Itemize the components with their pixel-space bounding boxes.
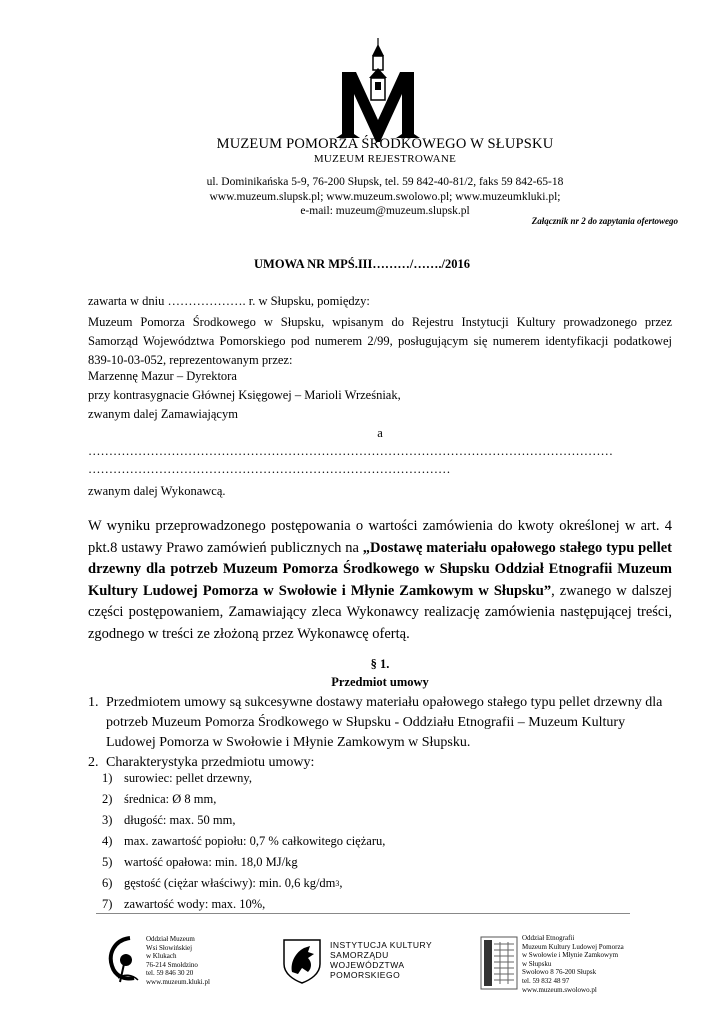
spec-number: 7) xyxy=(102,897,113,911)
section-number: § 1. xyxy=(370,657,390,671)
intro-text-start: W wyniku przeprowadzonego postępowania o wartości zamówienia do kwoty określonej w art. 4 pkt.8 ustawy Prawo zamówień publicznych na xyxy=(88,518,672,556)
footer-divider xyxy=(96,913,630,914)
spec-text: zawartość wody: max. 10%, xyxy=(124,897,266,911)
footer-line: SAMORZĄDU xyxy=(330,950,389,960)
intro-subject-bold: „Dostawę materiału opałowego stałego typu pellet drzewny dla potrzeb Muzeum Pomorza Środkowego w Słupsku Oddział Etnografii Muzeum Kultury Ludowej Pomorza w Swołowie i Młynie Zamkowym w Słupsku” xyxy=(88,539,673,599)
spec-number: 5) xyxy=(102,855,113,869)
party-two-called: zwanym dalej Wykonawcą. xyxy=(88,484,226,498)
footer-line: w Swołowie i Młynie Zamkowym xyxy=(522,951,619,960)
footer-line: tel. 59 832 48 97 xyxy=(522,976,570,985)
list-item-text: Charakterystyka przedmiotu umowy: xyxy=(106,755,315,770)
footer-line: Swołowo 8 76-200 Słupsk xyxy=(522,968,597,977)
contract-title: UMOWA NR MPŚ.III………/……./2016 xyxy=(254,257,470,271)
party-one-description: Muzeum Pomorza Środkowego w Słupsku, wpisanym do Rejestru Instytucji Kultury prowadzonego przez Samorząd Województwa Pomorskiego pod numerem 2/99, posługującym się numerem identyfikacji podatkowej 839-10-03-052, reprezentowanym przez: xyxy=(88,315,672,367)
contractor-placeholder-line-1: ……………………………………………………………………………………………………………… xyxy=(88,444,613,458)
spec-item xyxy=(102,810,385,831)
party-one-called: zwanym dalej Zamawiającym xyxy=(88,407,238,421)
spec-list xyxy=(102,768,385,915)
footer-line: 76-214 Smołdzino xyxy=(146,960,198,969)
list-item-number: 2. xyxy=(88,755,99,770)
footer-line: www.muzeum.swolowo.pl xyxy=(522,985,597,994)
spec-number: 1) xyxy=(102,771,113,785)
swolowo-branch-logo-icon xyxy=(480,936,518,990)
spec-item xyxy=(102,831,385,852)
list-item-number: 1. xyxy=(88,695,99,710)
footer-line: w Klukach xyxy=(146,952,177,961)
list-item xyxy=(88,693,678,753)
footer-line: Muzeum Kultury Ludowej Pomorza xyxy=(522,942,624,951)
spec-text: średnica: Ø 8 mm, xyxy=(124,792,217,806)
spec-number: 4) xyxy=(102,834,113,848)
spec-text: długość: max. 50 mm, xyxy=(124,813,236,827)
footer-kluki-info xyxy=(146,935,210,987)
spec-text: wartość opałowa: min. 18,0 MJ/kg xyxy=(124,855,298,869)
museum-contact xyxy=(100,175,670,219)
museum-logo-icon xyxy=(336,38,420,144)
intro-text-end: , zwanego w dalszej części postępowaniem, Zamawiający zleca Wykonawcy realizację zamówienia następującej treści, zgodnego w treści ze złożoną przez Wykonawcę ofertą. xyxy=(88,582,672,642)
countersignature-line: przy kontrasygnacie Głównej Księgowej – Marioli Wrześniak, xyxy=(88,388,401,402)
museum-name: MUZEUM POMORZA ŚRODKOWEGO W SŁUPSKU xyxy=(216,136,554,152)
footer-line: POMORSKIEGO xyxy=(330,970,401,980)
footer-institution xyxy=(330,940,432,980)
footer-line: INSTYTUCJA KULTURY xyxy=(330,940,433,950)
spec-text: surowiec: pellet drzewny, xyxy=(124,771,252,785)
concluded-line: zawarta w dniu ………………. r. w Słupsku, pomiędzy: xyxy=(88,294,370,308)
footer-line: Wsi Słowińskiej xyxy=(146,943,193,952)
spec-text-after: , xyxy=(339,876,343,890)
footer-line: tel. 59 846 30 20 xyxy=(146,969,194,978)
contractor-placeholder-line-2: …………………………………………………………………………… xyxy=(88,462,451,476)
spec-item xyxy=(102,852,385,873)
representative-line: Marzennę Mazur – Dyrektora xyxy=(88,369,237,383)
spec-item xyxy=(102,873,385,894)
list-item-text: Przedmiotem umowy są sukcesywne dostawy materiału opałowego stałego typu pellet drzewny dla potrzeb Muzeum Pomorza Środkowego w Słupsku - Oddziału Etnografii – Muzeum Kultury Ludowej Pomorza w Swołowie i Młynie Zamkowym w Słupsku. xyxy=(106,695,663,750)
footer-line: w Słupsku xyxy=(522,959,552,968)
subject-list xyxy=(88,693,678,773)
spec-item xyxy=(102,894,385,915)
museum-status: MUZEUM REJESTROWANE xyxy=(313,153,457,165)
spec-item xyxy=(102,789,385,810)
spec-number: 3) xyxy=(102,813,113,827)
footer-swolowo-info xyxy=(522,934,624,994)
spec-number: 2) xyxy=(102,792,113,806)
email-line: e-mail: muzeum@muzeum.slupsk.pl xyxy=(300,205,470,217)
websites-line: www.muzeum.slupsk.pl; www.muzeum.swolowo.pl; www.muzeumkluki.pl; xyxy=(209,190,561,203)
footer-line: Oddział Muzeum xyxy=(146,935,195,943)
and-separator: a xyxy=(377,426,383,440)
spec-item xyxy=(102,768,385,789)
footer-line: WOJEWÓDZTWA xyxy=(330,960,405,970)
section-title: Przedmiot umowy xyxy=(331,675,429,689)
footer-line: www.muzeum.kluki.pl xyxy=(146,977,210,986)
footer-line: Oddział Etnografii xyxy=(522,934,575,942)
attachment-note: Załącznik nr 2 do zapytania ofertowego xyxy=(531,216,678,226)
spec-text: gęstość (ciężar właściwy): min. 0,6 kg/dm xyxy=(124,876,336,890)
pomorskie-griffin-emblem-icon xyxy=(282,938,322,984)
kluki-branch-logo-icon xyxy=(104,934,144,986)
spec-text: max. zawartość popiołu: 0,7 % całkowitego ciężaru, xyxy=(124,834,386,848)
address-line: ul. Dominikańska 5-9, 76-200 Słupsk, tel. 59 842-40-81/2, faks 59 842-65-18 xyxy=(206,176,564,188)
spec-number: 6) xyxy=(102,876,113,890)
spec-superscript: 3 xyxy=(335,879,340,888)
intro-paragraph xyxy=(88,516,672,645)
